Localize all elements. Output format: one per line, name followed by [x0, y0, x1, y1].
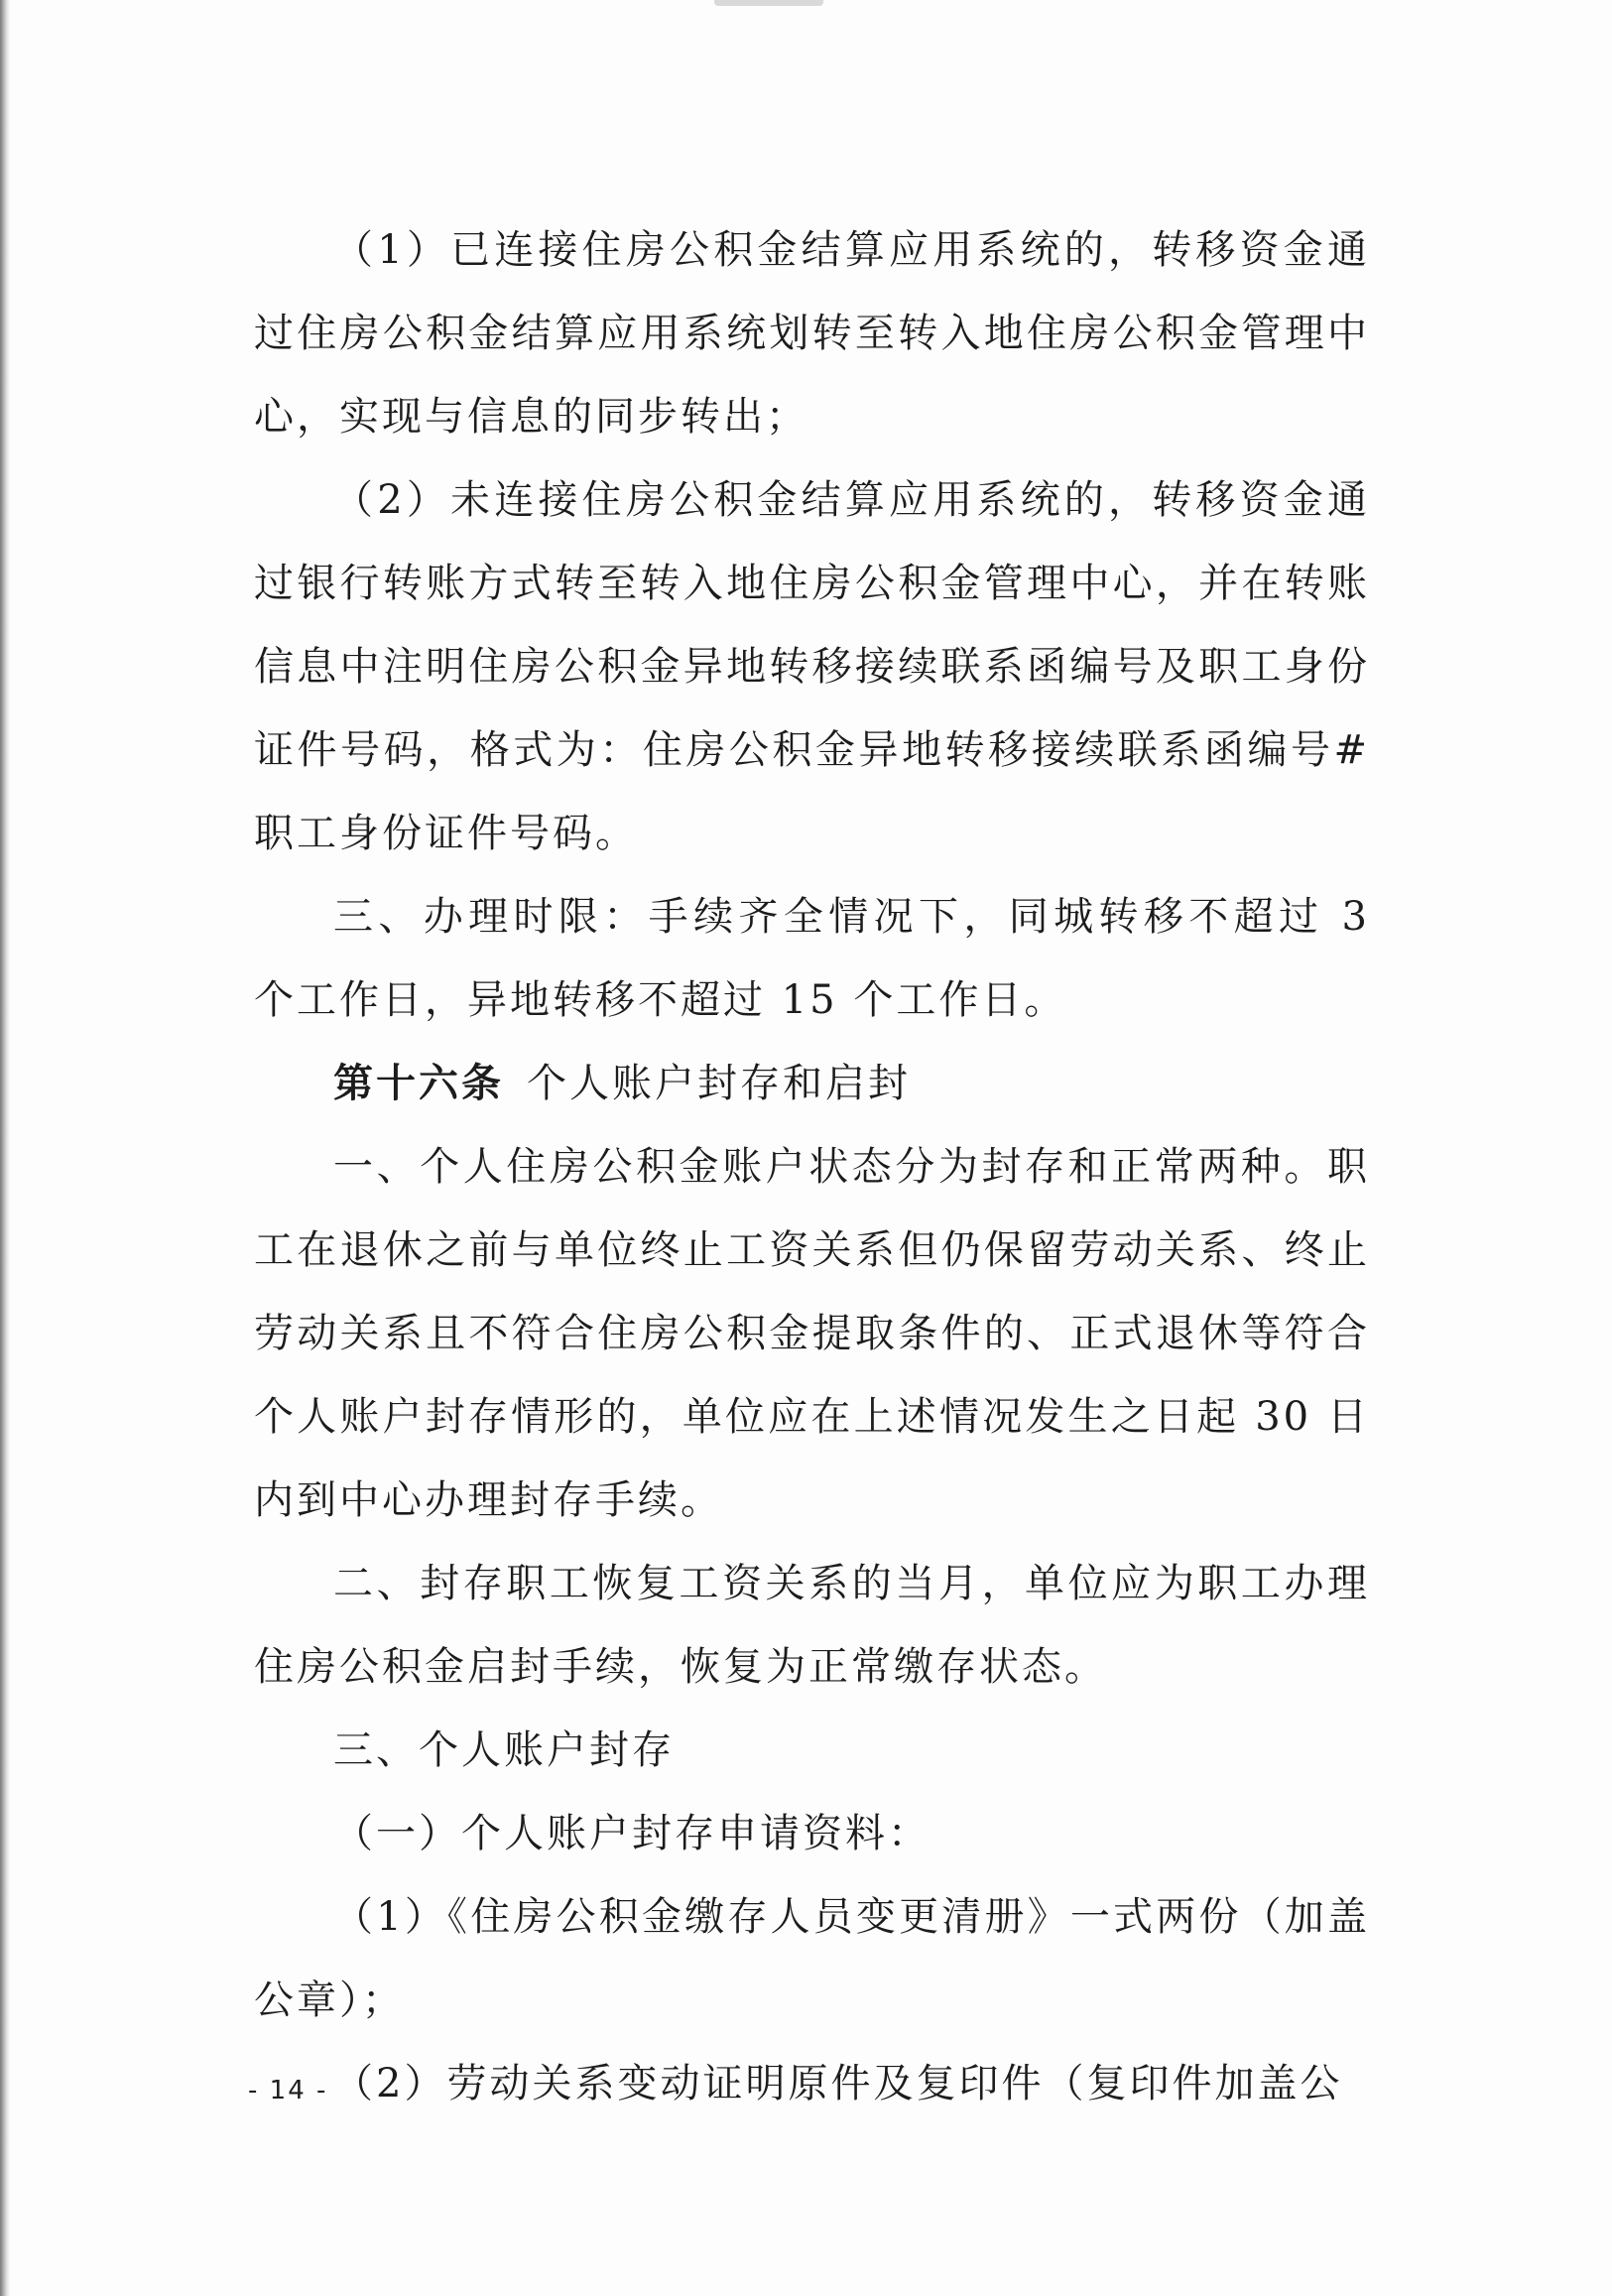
paragraph-account-status: 一、个人住房公积金账户状态分为封存和正常两种。职工在退休之前与单位终止工资关系但仍保留劳动关系、终止劳动关系且不符合住房公积金提取条件的、正式退休等符合个人账户封存情形的，单位应在上述情况发生之日起 30 日内到中心办理封存手续。 [254, 1144, 1370, 1523]
article-number: 第十六条 [333, 1061, 504, 1106]
paragraph-transfer-connected: （1）已连接住房公积金结算应用系统的，转移资金通过住房公积金结算应用系统划转至转入地住房公积金管理中心，实现与信息的同步转出； [254, 227, 1370, 440]
page-number: - 14 - [248, 2076, 328, 2105]
document-body [254, 208, 1370, 2125]
scan-edge-shadow [0, 0, 10, 2296]
article-title: 个人账户封存和启封 [527, 1061, 911, 1106]
article-heading [254, 1042, 1370, 1125]
paragraph-unseal: 二、封存职工恢复工资关系的当月，单位应为职工办理住房公积金启封手续，恢复为正常缴存状态。 [254, 1561, 1370, 1690]
scan-top-mark [714, 0, 823, 6]
heading-gap [504, 1061, 527, 1106]
paragraph-material-1: （1）《住房公积金缴存人员变更清册》一式两份（加盖公章）； [254, 1894, 1370, 2023]
paragraph-seal-section: 三、个人账户封存 [333, 1727, 675, 1773]
paragraph-seal-materials: （一）个人账户封存申请资料： [333, 1811, 930, 1856]
paragraph-material-2: （2）劳动关系变动证明原件及复印件（复印件加盖公 [333, 2061, 1343, 2106]
paragraph-processing-time: 三、办理时限：手续齐全情况下，同城转移不超过 3 个工作日，异地转移不超过 15 个工作日。 [254, 894, 1370, 1023]
paragraph-transfer-unconnected: （2）未连接住房公积金结算应用系统的，转移资金通过银行转账方式转至转入地住房公积金管理中心，并在转账信息中注明住房公积金异地转移接续联系函编号及职工身份证件号码，格式为：住房公积金异地转移接续联系函编号#职工身份证件号码。 [254, 477, 1370, 856]
